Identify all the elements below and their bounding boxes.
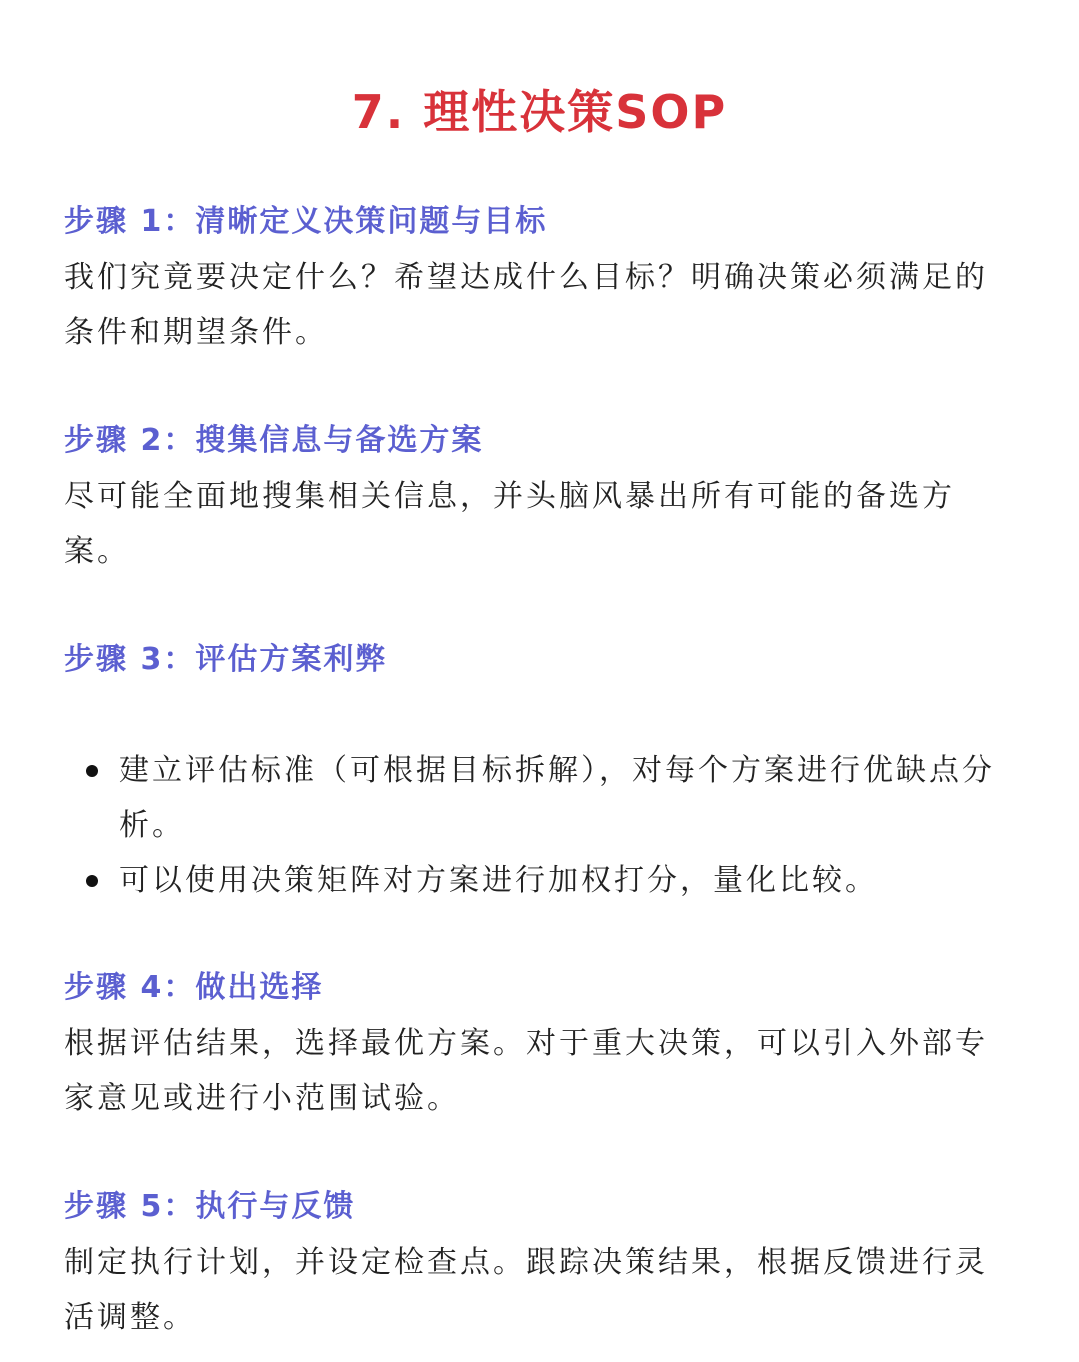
- step-4-heading: 步骤 4：做出选择: [64, 970, 324, 1005]
- step-2-body: 尽可能全面地搜集相关信息，并头脑风暴出所有可能的备选方案。: [64, 479, 955, 569]
- step-3-heading: 步骤 3：评估方案利弊: [64, 642, 388, 677]
- bullet-text: 可以使用决策矩阵对方案进行加权打分，量化比较。: [119, 863, 878, 898]
- step-4-body: 根据评估结果，选择最优方案。对于重大决策，可以引入外部专家意见或进行小范围试验。: [64, 1026, 988, 1116]
- bullet-dot-icon: [86, 765, 98, 777]
- step-2-heading: 步骤 2：搜集信息与备选方案: [64, 423, 484, 458]
- list-item: [64, 853, 1014, 908]
- step-5-heading: 步骤 5：执行与反馈: [64, 1189, 356, 1224]
- bullet-text: 建立评估标准（可根据目标拆解），对每个方案进行优缺点分析。: [119, 753, 995, 843]
- page-title: 7. 理性决策SOP: [351, 85, 728, 139]
- step-5-body: 制定执行计划，并设定检查点。跟踪决策结果，根据反馈进行灵活调整。: [64, 1245, 988, 1335]
- step-3-bullet-list: [64, 743, 1014, 908]
- step-1-heading: 步骤 1：清晰定义决策问题与目标: [64, 204, 548, 239]
- bullet-dot-icon: [86, 875, 98, 887]
- list-item: [64, 743, 1014, 853]
- step-1-body: 我们究竟要决定什么？希望达成什么目标？明确决策必须满足的条件和期望条件。: [64, 260, 988, 350]
